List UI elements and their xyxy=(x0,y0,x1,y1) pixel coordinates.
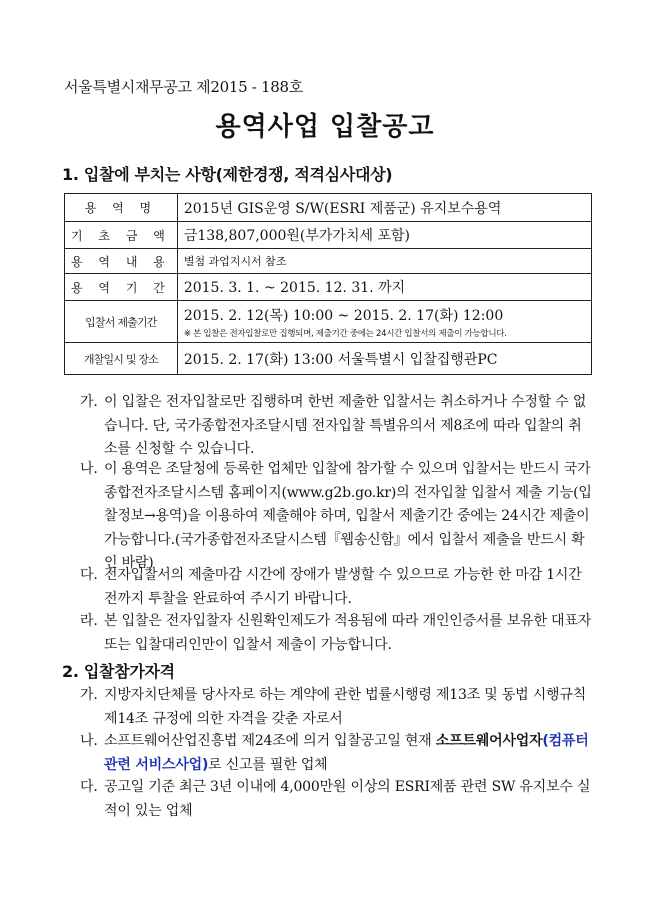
row-label: 개찰일시 및 장소 xyxy=(65,343,178,375)
list-item xyxy=(80,458,592,576)
item-text: 본 입찰은 전자입찰자 신원확인제도가 적용됨에 따라 개인인증서를 보유한 대표자 또는 입찰대리인만이 입찰서 제출이 가능합니다. xyxy=(104,613,592,653)
list-item xyxy=(80,564,592,611)
list-item xyxy=(80,730,592,777)
item-text: 이 입찰은 전자입찰로만 집행하며 한번 제출한 입찰서는 취소하거나 수정할 수 없습니다. 단, 국가종합전자조달시템 전자입찰 특별유의서 제8조에 따라 입찰의 취소를 신청할 수 있습니다. xyxy=(104,394,587,457)
item-marker: 다. xyxy=(80,779,98,795)
table-row xyxy=(65,222,592,249)
item-marker: 가. xyxy=(80,687,98,703)
page-title: 용역사업 입찰공고 xyxy=(215,112,435,142)
row-value: 2015년 GIS운영 S/W(ESRI 제품군) 유지보수용역 xyxy=(177,194,591,222)
list-item xyxy=(80,684,592,731)
table-row xyxy=(65,343,592,375)
item-text: 이 용역은 조달청에 등록한 업체만 입찰에 참가할 수 있으며 입찰서는 반드시 국가종합전자조달시스템 홈페이지(www.g2b.go.kr)의 전자입찰 입찰서 제출 기능(입찰정보→용역)을 이용하여 제출해야 하며, 입찰서 제출기간 중에는 24시간 제출이 가능합니다.(국가종합전자조달시스템『웹송신함』에서 입찰서 제출을 반드시 확인 바람) xyxy=(104,461,592,571)
row-label: 용 역 내 용 xyxy=(65,249,178,274)
item-marker: 라. xyxy=(80,613,98,629)
row-value: 별첨 과업지시서 참조 xyxy=(177,249,591,274)
list-item xyxy=(80,776,592,823)
row-value: 2015. 3. 1. ~ 2015. 12. 31. 까지 xyxy=(177,274,591,301)
item-marker: 나. xyxy=(80,733,98,749)
list-item xyxy=(80,610,592,657)
table-row xyxy=(65,301,592,343)
row-note: ※ 본 입찰은 전자입찰로만 집행되며, 제출기간 중에는 24시간 입찰서의 제출이 가능합니다. xyxy=(183,328,507,339)
item-text-plain: 로 신고를 필한 업체 xyxy=(208,756,328,773)
list-item xyxy=(80,391,592,462)
item-text: 전자입찰서의 제출마감 시간에 장애가 발생할 수 있으므로 가능한 한 마감 1시간 전까지 투찰을 완료하여 주시기 바랍니다. xyxy=(104,567,582,607)
item-text-plain: 소프트웨어산업진흥법 제24조에 의거 입찰공고일 현재 xyxy=(104,733,436,749)
item-text-highlight: (컴퓨터관련 서비스사업) xyxy=(104,733,589,773)
section-2-heading: 2. 입찰참가자격 xyxy=(62,662,175,681)
row-value: 2015. 2. 12(목) 10:00 ~ 2015. 2. 17(화) 12:00 xyxy=(183,307,504,324)
row-label: 기 초 금 액 xyxy=(65,222,178,249)
table-row xyxy=(65,194,592,222)
section-1-heading: 1. 입찰에 부치는 사항(제한경쟁, 적격심사대상) xyxy=(62,165,393,184)
row-label: 용 역 명 xyxy=(65,194,178,222)
row-value: 금138,807,000원(부가가치세 포함) xyxy=(177,222,591,249)
item-text-bold: 소프트웨어사업자 xyxy=(435,733,543,749)
row-label: 용 역 기 간 xyxy=(65,274,178,301)
row-label: 입찰서 제출기간 xyxy=(65,301,178,343)
item-marker: 가. xyxy=(80,394,98,410)
table-row xyxy=(65,274,592,301)
table-row xyxy=(65,249,592,274)
item-text: 공고일 기준 최근 3년 이내에 4,000만원 이상의 ESRI제품 관련 SW 유지보수 실적이 있는 업체 xyxy=(104,779,591,819)
item-text: 지방자치단체를 당사자로 하는 계약에 관한 법률시행령 제13조 및 동법 시행규칙 제14조 규정에 의한 자격을 갖춘 자로서 xyxy=(104,687,587,727)
bid-info-table xyxy=(64,193,592,375)
notice-number: 서울특별시재무공고 제2015 - 188호 xyxy=(64,78,303,96)
row-value: 2015. 2. 17(화) 13:00 서울특별시 입찰집행관PC xyxy=(177,343,591,375)
row-value-cell xyxy=(177,301,591,343)
item-marker: 나. xyxy=(80,461,98,477)
item-marker: 다. xyxy=(80,567,98,583)
item-text xyxy=(80,730,592,777)
